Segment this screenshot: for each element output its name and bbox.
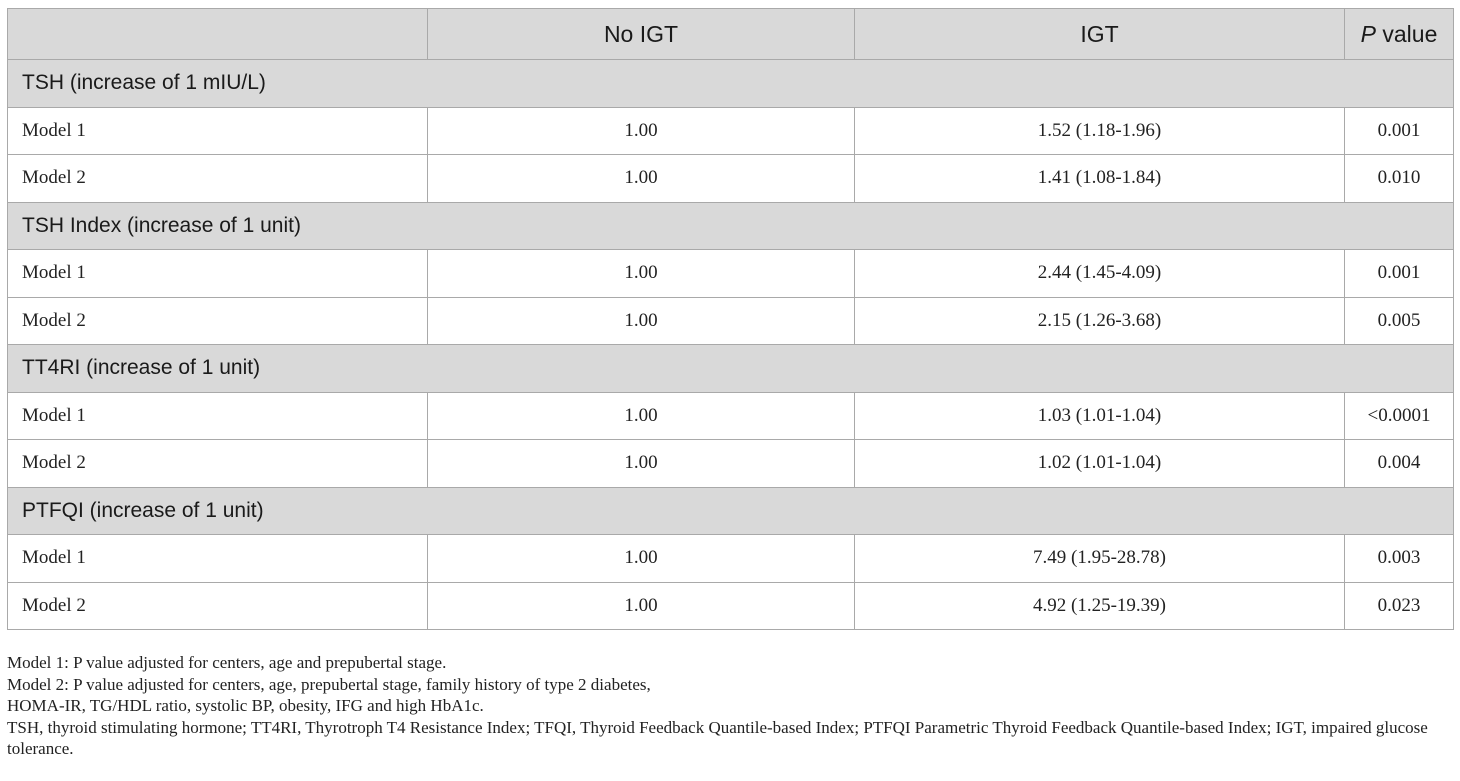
- p-value: 0.005: [1345, 297, 1454, 345]
- model-label: Model 1: [8, 392, 428, 440]
- header-p-letter: P: [1360, 20, 1376, 47]
- model-label: Model 1: [8, 250, 428, 298]
- model-label: Model 2: [8, 155, 428, 203]
- table-row: [8, 440, 1454, 488]
- header-no-igt: No IGT: [428, 9, 855, 60]
- table-row: [8, 297, 1454, 345]
- section-title: TSH (increase of 1 mIU/L): [8, 60, 1454, 108]
- igt-value: 1.41 (1.08-1.84): [855, 155, 1345, 203]
- header-p-suffix: value: [1375, 20, 1438, 47]
- model-label: Model 1: [8, 107, 428, 155]
- section-row-ptfqi: [8, 487, 1454, 535]
- no-igt-value: 1.00: [428, 155, 855, 203]
- no-igt-value: 1.00: [428, 582, 855, 630]
- footnote-model-2: Model 2: P value adjusted for centers, age, prepubertal stage, family history of type 2 diabetes,: [7, 674, 651, 694]
- table-row: [8, 392, 1454, 440]
- table-footnotes: [7, 652, 1453, 760]
- no-igt-value: 1.00: [428, 392, 855, 440]
- p-value: 0.010: [1345, 155, 1454, 203]
- p-value: 0.004: [1345, 440, 1454, 488]
- no-igt-value: 1.00: [428, 535, 855, 583]
- section-title: TT4RI (increase of 1 unit): [8, 345, 1454, 393]
- p-value: 0.023: [1345, 582, 1454, 630]
- table-row: [8, 250, 1454, 298]
- results-table: [7, 8, 1454, 630]
- p-value: 0.001: [1345, 107, 1454, 155]
- section-title: PTFQI (increase of 1 unit): [8, 487, 1454, 535]
- no-igt-value: 1.00: [428, 107, 855, 155]
- p-value: <0.0001: [1345, 392, 1454, 440]
- table-row: [8, 535, 1454, 583]
- header-row: [8, 9, 1454, 60]
- igt-value: 7.49 (1.95-28.78): [855, 535, 1345, 583]
- model-label: Model 2: [8, 297, 428, 345]
- model-label: Model 2: [8, 582, 428, 630]
- igt-value: 1.02 (1.01-1.04): [855, 440, 1345, 488]
- igt-value: 2.44 (1.45-4.09): [855, 250, 1345, 298]
- no-igt-value: 1.00: [428, 297, 855, 345]
- section-row-tsh: [8, 60, 1454, 108]
- no-igt-value: 1.00: [428, 440, 855, 488]
- footnote-model-1: Model 1: P value adjusted for centers, age and prepubertal stage.: [7, 653, 447, 672]
- igt-value: 2.15 (1.26-3.68): [855, 297, 1345, 345]
- footnote-abbreviations: TSH, thyroid stimulating hormone; TT4RI, Thyrotroph T4 Resistance Index; TFQI, Thyroid Feedback Quantile-based Index; PTFQI Parametric Thyroid Feedback Quantile-based Index; IGT, impaired glucose tolerance.: [7, 717, 1428, 758]
- p-value: 0.003: [1345, 535, 1454, 583]
- section-row-tsh-index: [8, 202, 1454, 250]
- header-blank: [8, 9, 428, 60]
- no-igt-value: 1.00: [428, 250, 855, 298]
- p-value: 0.001: [1345, 250, 1454, 298]
- igt-value: 1.52 (1.18-1.96): [855, 107, 1345, 155]
- model-label: Model 2: [8, 440, 428, 488]
- table-row: [8, 155, 1454, 203]
- table-row: [8, 582, 1454, 630]
- section-row-tt4ri: [8, 345, 1454, 393]
- igt-value: 4.92 (1.25-19.39): [855, 582, 1345, 630]
- header-igt: IGT: [855, 9, 1345, 60]
- igt-value: 1.03 (1.01-1.04): [855, 392, 1345, 440]
- model-label: Model 1: [8, 535, 428, 583]
- section-title: TSH Index (increase of 1 unit): [8, 202, 1454, 250]
- footnote-model-2-continued: HOMA-IR, TG/HDL ratio, systolic BP, obesity, IFG and high HbA1c.: [7, 696, 484, 715]
- table-row: [8, 107, 1454, 155]
- header-p-value: [1345, 9, 1454, 60]
